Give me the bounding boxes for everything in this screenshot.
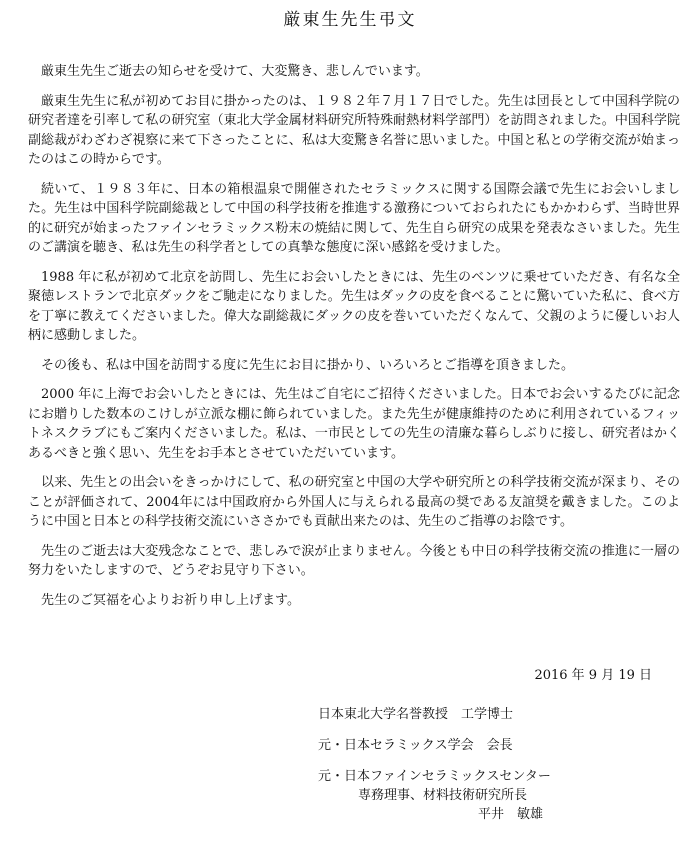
signature-former-role-center: 元・日本ファインセラミックスセンター	[318, 769, 551, 784]
paragraph-exchange-award: 以来、先生との出会いをきっかけにして、私の研究室と中国の大学や研究所との科学技術交流が深まり、そのことが評価されて、2004年には中国政府から外国人に与えられる最高の奨である友誼奨を戴きました。このように中国と日本との科学技術交流にいささかでも貢献出来たのは、先生のご指導のお陰です。	[28, 475, 680, 529]
signature-former-role-society: 元・日本セラミックス学会 会長	[318, 738, 513, 753]
paragraph-opening: 厳東生先生ご逝去の知らせを受けて、大変驚き、悲しんでいます。	[41, 64, 429, 79]
letter-body	[28, 62, 680, 620]
letter-date: 2016 年 9 月 19 日	[534, 668, 652, 683]
paragraph-hakone-conference: 続いて、１９８３年に、日本の箱根温泉で開催されたセラミックスに関する国際会議で先生にお会いしました。先生は中国科学院副総裁として中国の科学技術を推進する激務についておられたにもかかわらず、当時世界的に研究が始まったファインセラミックス粉末の焼結に関して、先生自ら研究の成果を発表なさいました。先生のご講演を聴き、私は先生の科学者としての真摯な態度に深い感銘を受けました。	[28, 181, 680, 255]
signature-block	[318, 705, 688, 824]
document-title: 厳東生先生弔文	[283, 10, 417, 30]
paragraph-first-meeting: 厳東生先生に私が初めてお目に掛かったのは、１９８２年７月１７日でした。先生は団長として中国科学院の研究者達を引率して私の研究室（東北大学金属材料研究所特殊耐熱材料学部門）を訪問されました。中国科学院副総裁がわざわざ視察に来て下さったことに、私は大変驚き名誉に思いました。中国と私との学術交流が始まったのはこの時からです。	[28, 93, 680, 167]
paragraph-beijing-visit: 1988 年に私が初めて北京を訪問し、先生にお会いしたときには、先生のベンツに乗せていただき、有名な全聚徳レストランで北京ダックをご馳走になりました。先生はダックの皮を食べることに驚いていた私に、食べ方を丁寧に教えてくださいました。偉大な副総裁にダックの皮を巻いていただくなんて、父親のように優しいお人柄に感動しました。	[28, 269, 680, 343]
signature-former-role-center-title: 専務理事、材料技術研究所長	[358, 788, 528, 803]
paragraph-shanghai-visit: 2000 年に上海でお会いしたときには、先生はご自宅にご招待くださいました。日本でお会いするたびに記念にお贈りした数本のこけしが立派な棚に飾られていました。また先生が健康維持のために利用されているフィットネスクラブにもご案内くださいました。私は、一市民としての先生の清廉な暮らしぶりに接し、研究者はかくあるべきと強く思い、先生をお手本とさせていただいています。	[28, 387, 680, 461]
paragraph-later-visits: その後も、私は中国を訪問する度に先生にお目に掛かり、いろいろとご指導を頂きました。	[41, 357, 575, 373]
paragraph-closing: 先生のご冥福を心よりお祈り申し上げます。	[41, 592, 300, 608]
paragraph-condolence: 先生のご逝去は大変残念なことで、悲しみで涙が止まりません。今後とも中日の科学技術交流の推進に一層の努力をいたしますので、どうぞお見守り下さい。	[28, 543, 680, 578]
signature-affiliation: 日本東北大学名誉教授 工学博士	[318, 707, 514, 722]
signature-name: 平井 敏雄	[478, 807, 544, 822]
